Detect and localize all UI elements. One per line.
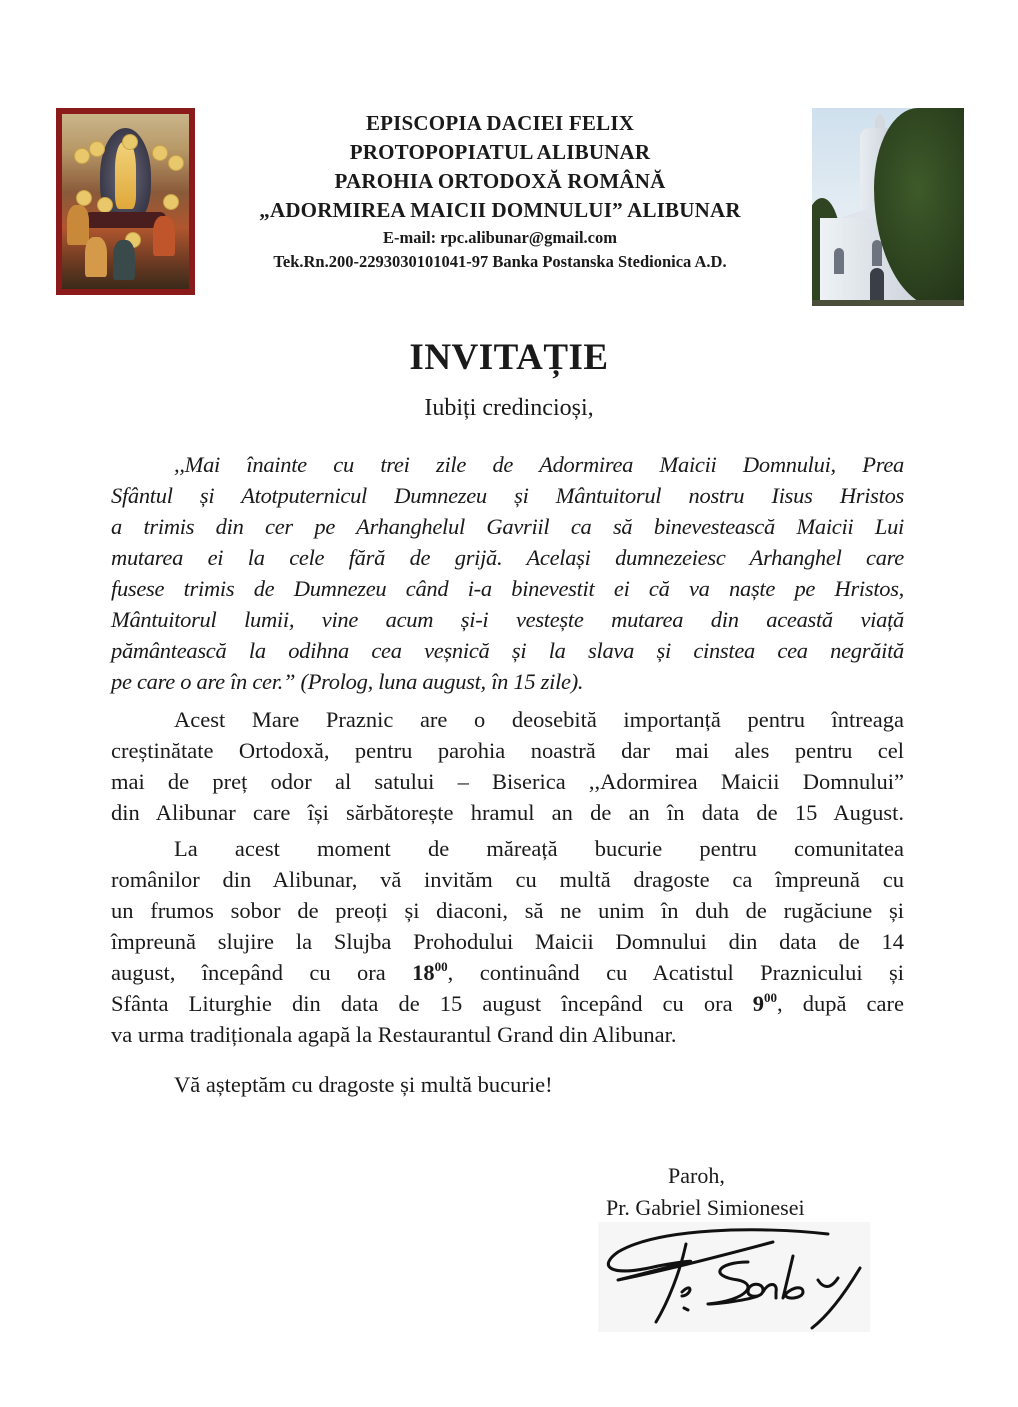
text-segment: august, începând cu ora <box>111 960 413 985</box>
service-time-minutes: 00 <box>434 959 448 974</box>
text-line: creștinătate Ortodoxă, pentru parohia noastră dar mai ales pentru cel <box>111 738 904 763</box>
text-line: a trimis din cer pe Arhanghelul Gavriil ca să binevestească Maicii Lui <box>111 514 904 539</box>
greeting: Iubiți credincioși, <box>424 395 594 421</box>
church-photo <box>812 108 964 306</box>
header-diocese: EPISCOPIA DACIEI FELIX <box>365 111 635 135</box>
text-line: românilor din Alibunar, vă invităm cu multă dragoste ca împreună cu <box>111 867 904 892</box>
text-line <box>111 988 904 1019</box>
text-segment: , după care <box>776 991 904 1016</box>
invitation-paragraph <box>111 833 904 1050</box>
text-segment: , continuând cu Acatistul Praznicului și <box>447 960 904 985</box>
text-line: din Alibunar care își sărbătorește hramul an de an în data de 15 August. <box>111 800 904 825</box>
document-title: INVITAȚIE <box>409 337 609 378</box>
header-parish: PAROHIA ORTODOXĂ ROMÂNĂ <box>334 169 666 193</box>
quote-paragraph <box>111 449 904 697</box>
text-line: mutarea ei la cele fără de grijă. Același dumnezeiesc Arhanghel care <box>111 545 904 570</box>
header-church-name: „ADORMIREA MAICII DOMNULUI” ALIBUNAR <box>259 198 741 222</box>
header-bank-account: Tek.Rn.200-2293030101041-97 Banka Postanska Stedionica A.D. <box>273 252 727 271</box>
text-line: Acest Mare Praznic are o deosebită importanță pentru întreaga <box>174 707 904 732</box>
feast-paragraph <box>111 704 904 828</box>
header-deanery: PROTOPOPIATUL ALIBUNAR <box>349 140 651 164</box>
text-line: mai de preț odor al satului – Biserica ,,Adormirea Maicii Domnului” <box>111 769 904 794</box>
text-line: pământească la odihna cea veșnică și la slava și cinstea cea negrăită <box>111 638 904 663</box>
handwritten-signature <box>598 1222 870 1332</box>
liturgy-time-minutes: 00 <box>763 990 777 1005</box>
text-line: La acest moment de măreață bucurie pentru comunitatea <box>174 836 904 861</box>
text-line <box>111 957 904 988</box>
text-line: va urma tradiționala agapă la Restaurantul Grand din Alibunar. <box>111 1022 677 1047</box>
text-line: împreună slujire la Slujba Prohodului Maicii Domnului din data de 14 <box>111 929 904 954</box>
service-time-hour: 18 <box>412 960 435 985</box>
text-line: pe care o are în cer.” (Prolog, luna august, în 15 zile). <box>111 669 584 694</box>
liturgy-time-hour: 9 <box>752 991 764 1016</box>
header-email: E-mail: rpc.alibunar@gmail.com <box>383 228 617 247</box>
signatory-name: Pr. Gabriel Simionesei <box>606 1195 805 1220</box>
text-segment: Sfânta Liturghie din data de 15 august începând cu ora <box>111 991 753 1016</box>
text-line: un frumos sobor de preoți și diaconi, să ne unim în duh de rugăciune și <box>111 898 904 923</box>
text-line: Mântuitorul lumii, vine acum și-i vestește mutarea din această viață <box>111 607 904 632</box>
text-line: Sfântul și Atotputernicul Dumnezeu și Mântuitorul nostru Iisus Hristos <box>111 483 904 508</box>
text-line: ,,Mai înainte cu trei zile de Adormirea Maicii Domnului, Prea <box>174 452 904 477</box>
signature-icon <box>598 1222 870 1332</box>
text-line: fusese trimis de Dumnezeu când i-a binevestit ei că va naște pe Hristos, <box>111 576 904 601</box>
dormition-icon-image <box>56 108 195 295</box>
signatory-role: Paroh, <box>668 1163 725 1188</box>
closing-line: Vă așteptăm cu dragoste și multă bucurie! <box>174 1072 553 1097</box>
